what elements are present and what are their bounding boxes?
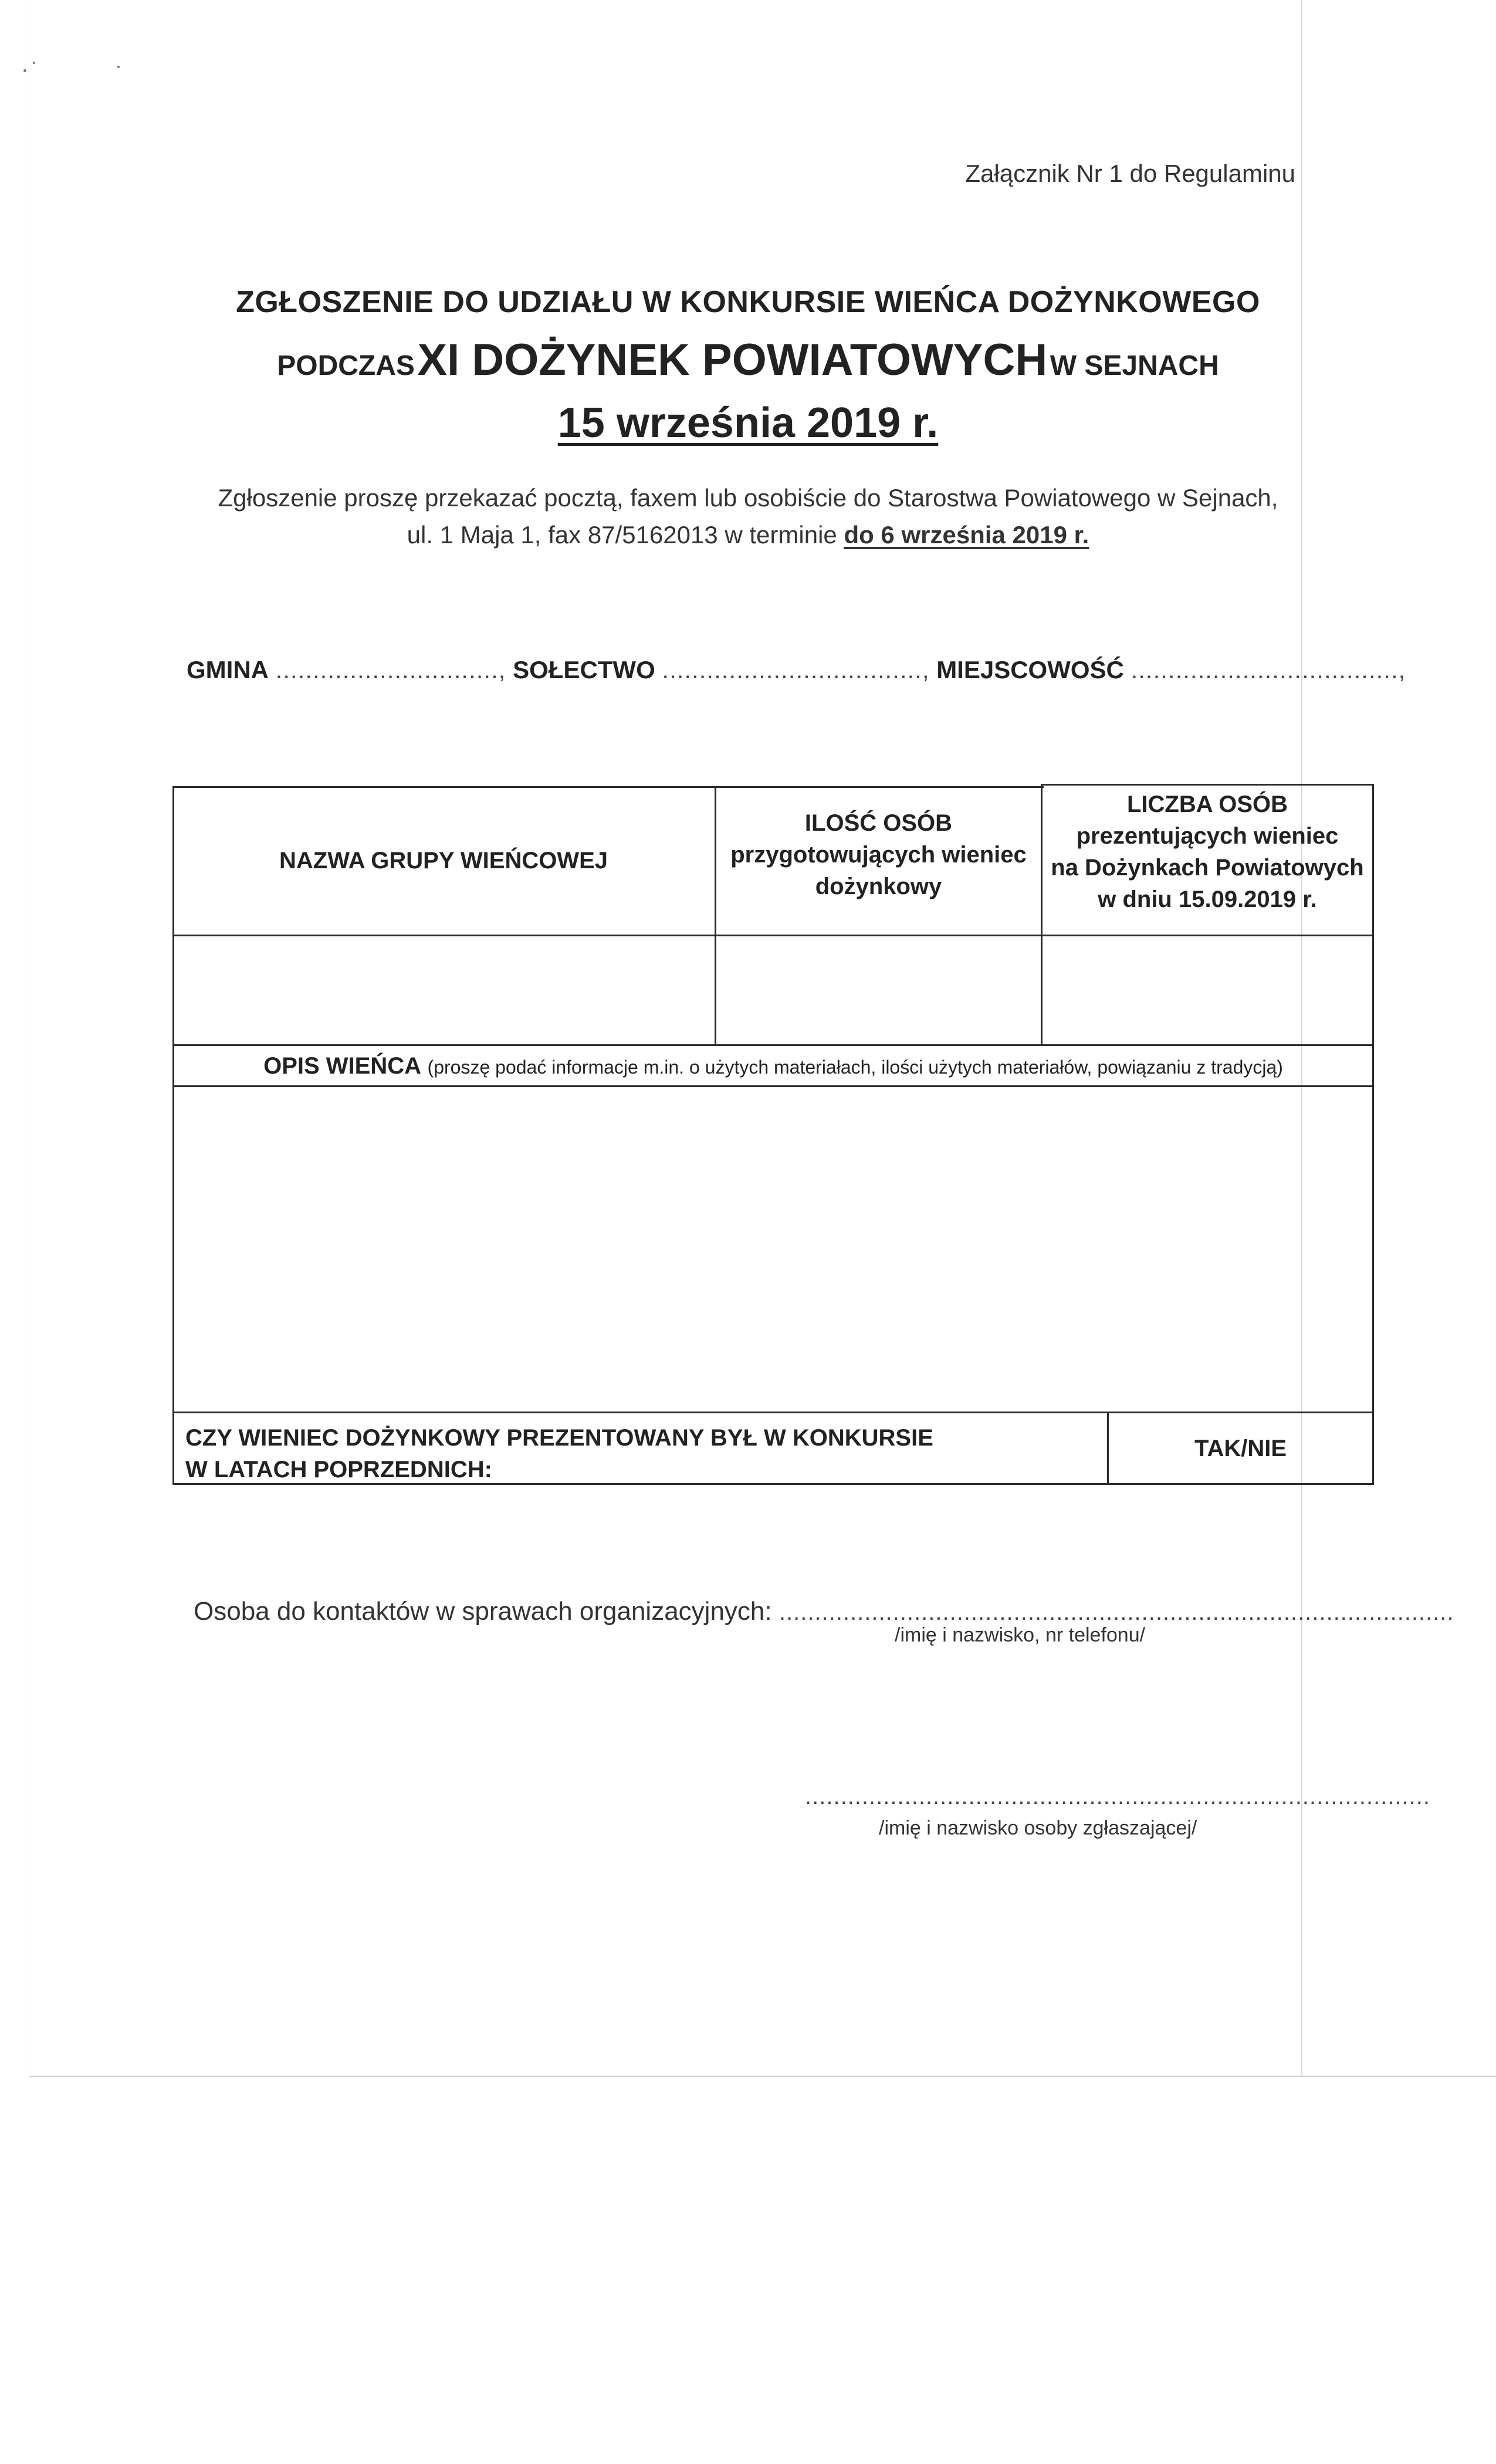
miejscowosc-field[interactable]: ....................................,	[1131, 656, 1406, 683]
contact-row	[194, 1597, 1454, 1626]
presenters-count-input-cell[interactable]	[1043, 936, 1372, 1044]
contact-field[interactable]: ...............................................................................................	[779, 1599, 1454, 1625]
col-header-presenters-title: LICZBA OSÓB	[1126, 791, 1288, 817]
form-title-date: 15 września 2019 r.	[557, 400, 939, 446]
location-fields	[187, 656, 1406, 684]
scan-speck	[117, 66, 120, 68]
description-header	[172, 1050, 1374, 1083]
solectwo-field[interactable]: ...................................,	[662, 656, 930, 683]
signature-field[interactable]: ........................................................................................	[805, 1783, 1430, 1809]
table-border-top	[172, 786, 1044, 788]
instructions-deadline: do 6 września 2019 r.	[844, 521, 1089, 549]
col-header-preparers	[716, 807, 1041, 902]
gmina-field[interactable]: ..............................,	[275, 656, 506, 683]
col-header-preparers-line2: przygotowujących wieniec	[730, 842, 1027, 868]
table-row-divider	[172, 1044, 1374, 1046]
previous-years-question	[185, 1422, 1101, 1485]
table-border-right	[1372, 784, 1374, 1485]
scan-speck	[33, 62, 35, 64]
contact-label: Osoba do kontaktów w sprawach organizacyjnych:	[194, 1597, 772, 1626]
preparers-count-input-cell[interactable]	[716, 936, 1041, 1044]
previous-years-answer[interactable]: TAK/NIE	[1194, 1436, 1287, 1461]
previous-question-line1: CZY WIENIEC DOŻYNKOWY PREZENTOWANY BYŁ W KONKURSIE	[185, 1425, 933, 1451]
instructions-line1: Zgłoszenie proszę przekazać pocztą, faxem lub osobiście do Starostwa Powiatowego w Sejnach,	[218, 484, 1278, 512]
col-header-presenters-line2: prezentujących wieniec	[1076, 823, 1339, 849]
previous-question-line2: W LATACH POPRZEDNICH:	[185, 1457, 492, 1483]
solectwo-label: SOŁECTWO	[513, 656, 655, 683]
form-title-line2	[0, 334, 1496, 385]
col-header-presenters	[1043, 788, 1372, 915]
description-input-area[interactable]	[174, 1087, 1372, 1412]
gmina-label: GMINA	[187, 656, 269, 683]
group-name-input-cell[interactable]	[174, 936, 715, 1044]
form-title-line1: ZGŁOSZENIE DO UDZIAŁU W KONKURSIE WIEŃCA DOŻYNKOWEGO	[236, 285, 1260, 319]
description-bottom-divider	[172, 1412, 1374, 1413]
scan-speck	[23, 69, 26, 72]
title-place: W SEJNACH	[1050, 350, 1219, 381]
table-border-top-right	[1041, 784, 1374, 786]
instructions-address: ul. 1 Maja 1, fax 87/5162013 w terminie	[407, 521, 837, 549]
col-header-preparers-title: ILOŚĆ OSÓB	[804, 810, 953, 836]
description-label: OPIS WIEŃCA	[263, 1053, 421, 1079]
col-header-preparers-line3: dożynkowy	[815, 874, 942, 899]
signature-caption: /imię i nazwisko osoby zgłaszającej/	[879, 1817, 1197, 1839]
col-header-presenters-line3: na Dożynkach Powiatowych	[1051, 855, 1364, 881]
description-hint: (proszę podać informacje m.in. o użytych materiałach, ilości użytych materiałów, powiązaniu z tradycją)	[427, 1057, 1283, 1078]
contact-caption: /imię i nazwisko, nr telefonu/	[895, 1624, 1146, 1646]
col-header-presenters-line4: w dniu 15.09.2019 r.	[1098, 886, 1317, 912]
instructions-line2	[0, 521, 1496, 549]
annex-label: Załącznik Nr 1 do Regulaminu	[965, 160, 1295, 187]
col-header-group-name: NAZWA GRUPY WIEŃCOWEJ	[279, 848, 608, 874]
title-prefix: PODCZAS	[277, 350, 415, 381]
miejscowosc-label: MIEJSCOWOŚĆ	[936, 656, 1124, 683]
title-event: XI DOŻYNEK POWIATOWYCH	[417, 335, 1048, 385]
scan-edge-bottom	[29, 2076, 1496, 2077]
